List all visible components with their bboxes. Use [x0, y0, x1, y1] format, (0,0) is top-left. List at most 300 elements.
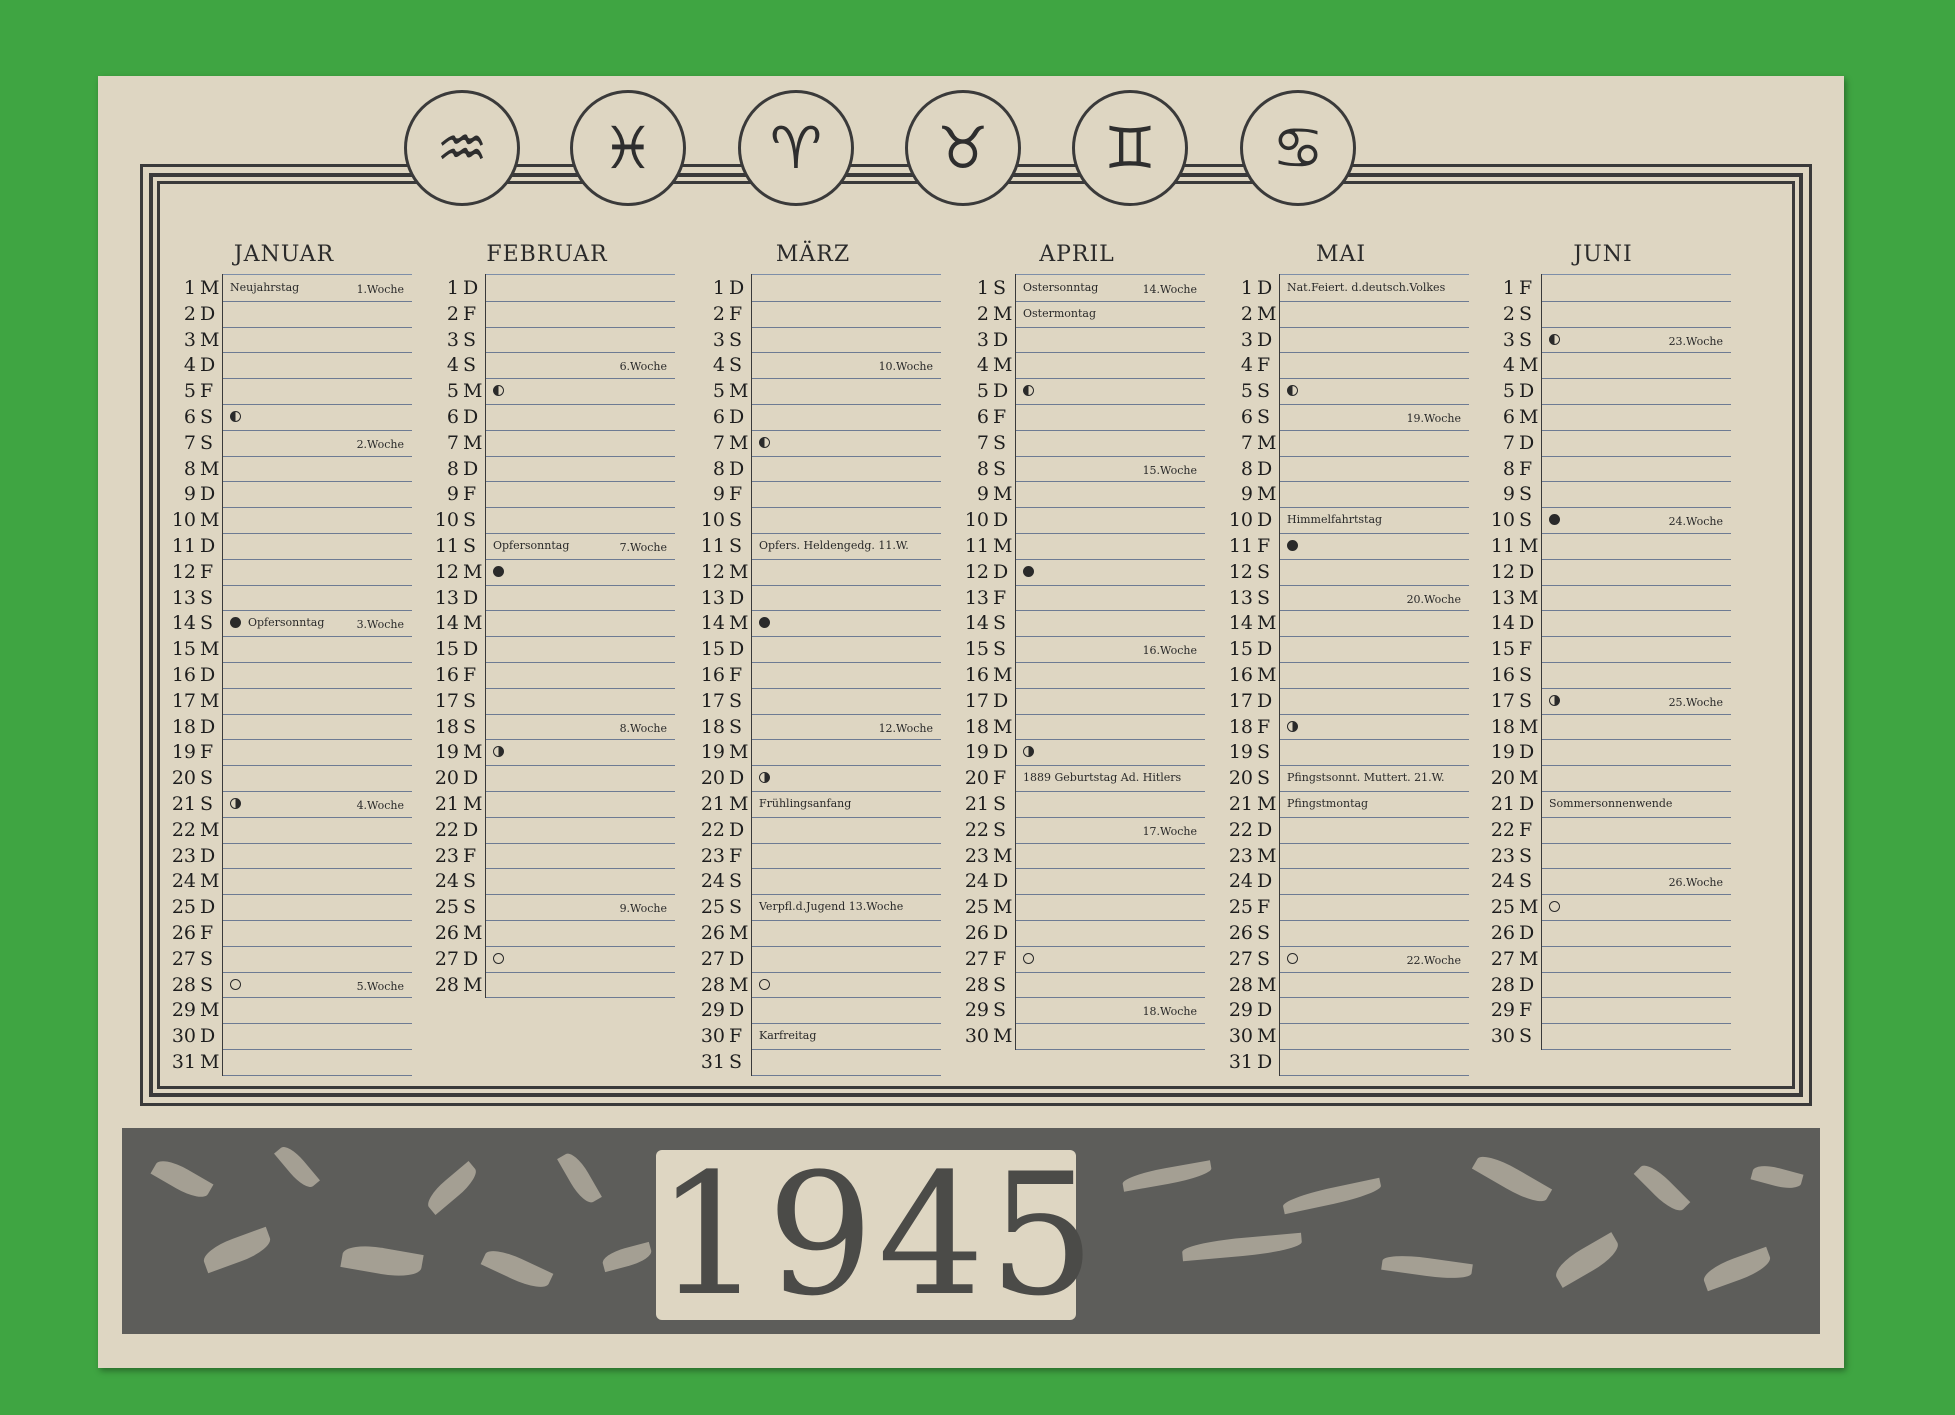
month-column [685, 276, 941, 1076]
weekday-letter: S [993, 818, 1007, 841]
day-row [1213, 663, 1469, 689]
day-number: 4 [976, 354, 989, 377]
weekday-letter: M [993, 715, 1013, 738]
moon-phase-last-icon [230, 411, 241, 422]
day-note-box [751, 276, 941, 302]
day-row [156, 921, 412, 947]
day-row [685, 353, 941, 379]
day-row [949, 792, 1205, 818]
day-note: Verpfl.d.Jugend 13.Woche [759, 900, 904, 914]
day-note-box [751, 715, 941, 741]
moon-phase-first-icon [1023, 746, 1034, 757]
day-note-box [1279, 534, 1469, 560]
day-note-box [1279, 844, 1469, 870]
day-note-box [485, 586, 675, 612]
day-row [1213, 586, 1469, 612]
day-row [1213, 998, 1469, 1024]
week-number: 24.Woche [1668, 515, 1723, 529]
day-note-box [1279, 715, 1469, 741]
day-row [156, 869, 412, 895]
day-number: 23 [171, 844, 196, 867]
day-number: 14 [964, 612, 989, 635]
day-number: 23 [1490, 844, 1515, 867]
month-column [949, 276, 1205, 1076]
week-number: 5.Woche [356, 979, 404, 993]
weekday-letter: S [729, 328, 743, 351]
weekday-letter: D [1519, 793, 1535, 815]
day-number: 6 [712, 406, 725, 428]
day-row [419, 792, 675, 818]
moon-phase-new-icon [1287, 540, 1298, 551]
day-number: 24 [434, 870, 459, 893]
day-row [1213, 844, 1469, 870]
weekday-letter: M [1519, 896, 1539, 919]
day-row [1213, 637, 1469, 663]
weekday-letter: D [729, 947, 745, 970]
day-number: 7 [1240, 431, 1253, 454]
weekday-letter: D [1257, 457, 1273, 480]
weekday-letter: M [993, 844, 1013, 867]
day-number: 27 [1490, 947, 1515, 970]
weekday-letter: M [463, 380, 483, 403]
moon-phase-first-icon [1287, 721, 1298, 732]
day-note-box [751, 818, 941, 844]
day-row [949, 457, 1205, 483]
day-note-box [1541, 663, 1731, 689]
day-number: 6 [1240, 406, 1253, 428]
weekday-letter: F [729, 483, 743, 506]
floral-ornament [274, 1142, 320, 1192]
day-row [1475, 947, 1731, 973]
day-row [1213, 405, 1469, 431]
week-number: 16.Woche [1142, 644, 1197, 658]
weekday-letter: M [729, 922, 749, 944]
day-note-box [485, 302, 675, 328]
day-row [156, 740, 412, 766]
weekday-letter: D [1519, 560, 1535, 583]
day-note-box [751, 766, 941, 792]
day-note-box [1279, 740, 1469, 766]
weekday-letter: S [993, 999, 1007, 1022]
day-row [156, 766, 412, 792]
day-number: 8 [712, 457, 725, 480]
year-title: 1945 [656, 1137, 1100, 1333]
day-number: 30 [1228, 1025, 1253, 1048]
day-row [949, 482, 1205, 508]
day-number: 6 [446, 406, 459, 428]
day-number: 20 [1228, 767, 1253, 790]
weekday-letter: D [729, 818, 745, 841]
day-note-box [1279, 766, 1469, 792]
day-number: 7 [712, 431, 725, 454]
floral-ornament [200, 1227, 274, 1273]
weekday-letter: M [1519, 354, 1539, 377]
weekday-letter: S [1519, 302, 1533, 325]
day-note-box [751, 353, 941, 379]
day-note-box [222, 973, 412, 999]
day-note-box [222, 379, 412, 405]
day-note-box [751, 637, 941, 663]
day-note-box [1015, 379, 1205, 405]
moon-phase-first-icon [230, 798, 241, 809]
day-row [419, 302, 675, 328]
week-number: 25.Woche [1668, 695, 1723, 709]
week-number: 9.Woche [619, 902, 667, 916]
day-number: 18 [171, 715, 196, 738]
day-number: 24 [171, 870, 196, 893]
moon-phase-new-icon [1023, 566, 1034, 577]
weekday-letter: D [200, 354, 216, 377]
day-note-box [1279, 895, 1469, 921]
day-note-box [1279, 508, 1469, 534]
weekday-letter: D [463, 947, 479, 970]
floral-ornament [601, 1242, 654, 1272]
weekday-letter: D [993, 922, 1009, 944]
column-divider [1279, 274, 1280, 1076]
day-number: 25 [964, 896, 989, 919]
weekday-letter: S [729, 896, 743, 919]
day-row [156, 998, 412, 1024]
day-note-box [1541, 405, 1731, 431]
day-note-box [1015, 921, 1205, 947]
day-note-box [1279, 818, 1469, 844]
day-number: 26 [1228, 922, 1253, 944]
day-note-box [1541, 508, 1731, 534]
day-row [419, 818, 675, 844]
day-number: 14 [1490, 612, 1515, 635]
week-number: 8.Woche [619, 721, 667, 735]
day-note-box [1279, 689, 1469, 715]
day-note: Opfers. Heldengedg. 11.W. [759, 539, 909, 552]
moon-phase-new-icon [759, 617, 770, 628]
day-row [419, 869, 675, 895]
day-note-box [485, 689, 675, 715]
day-row [419, 482, 675, 508]
aries-icon: ♈ [738, 90, 854, 206]
day-note-box [485, 973, 675, 999]
day-number: 10 [1490, 509, 1515, 532]
day-note-box [1541, 792, 1731, 818]
day-note-box [751, 895, 941, 921]
day-note-box [1541, 998, 1731, 1024]
day-row [1475, 740, 1731, 766]
day-number: 22 [434, 818, 459, 841]
weekday-letter: M [1519, 767, 1539, 790]
day-number: 2 [183, 302, 196, 325]
weekday-letter: S [993, 973, 1007, 996]
day-number: 26 [964, 922, 989, 944]
weekday-letter: S [993, 793, 1007, 815]
day-note-box [1541, 715, 1731, 741]
weekday-letter: M [1519, 947, 1539, 970]
day-row [419, 328, 675, 354]
day-number: 17 [1490, 689, 1515, 712]
day-row [685, 302, 941, 328]
day-row [1213, 947, 1469, 973]
day-row [419, 457, 675, 483]
day-row [949, 740, 1205, 766]
weekday-letter: D [1519, 922, 1535, 944]
day-note-box [485, 818, 675, 844]
moon-phase-last-icon [493, 385, 504, 396]
day-number: 19 [1490, 741, 1515, 764]
day-number: 28 [434, 973, 459, 996]
weekday-letter: S [729, 715, 743, 738]
day-note: Pfingstsonnt. Muttert. 21.W. [1287, 771, 1445, 785]
day-row [1213, 611, 1469, 637]
day-row [419, 586, 675, 612]
day-number: 29 [1228, 999, 1253, 1022]
day-number: 11 [434, 535, 459, 557]
weekday-letter: F [729, 844, 743, 867]
day-row [1475, 998, 1731, 1024]
day-note-box [751, 508, 941, 534]
weekday-letter: M [1257, 302, 1277, 325]
day-note-box [1541, 560, 1731, 586]
weekday-letter: M [993, 535, 1013, 557]
day-note-box [222, 637, 412, 663]
day-note-box [222, 766, 412, 792]
floral-ornament [1281, 1178, 1382, 1214]
day-number: 27 [434, 947, 459, 970]
day-number: 25 [1490, 896, 1515, 919]
day-note-box [485, 921, 675, 947]
day-row [419, 766, 675, 792]
day-row [156, 353, 412, 379]
day-row [1213, 379, 1469, 405]
weekday-letter: S [1519, 689, 1533, 712]
day-note-box [1541, 431, 1731, 457]
column-divider [485, 274, 486, 998]
weekday-letter: S [463, 870, 477, 893]
moon-phase-first-icon [1549, 695, 1560, 706]
day-row [1213, 276, 1469, 302]
weekday-letter: M [1257, 612, 1277, 635]
day-row [1213, 973, 1469, 999]
day-note-box [485, 766, 675, 792]
day-note-box [1015, 405, 1205, 431]
day-row [156, 844, 412, 870]
day-note-box [1015, 276, 1205, 302]
day-row [1475, 689, 1731, 715]
day-note-box [1279, 353, 1469, 379]
day-row [1213, 715, 1469, 741]
day-row [419, 973, 675, 999]
weekday-letter: M [729, 793, 749, 815]
day-row [685, 276, 941, 302]
weekday-letter: F [1257, 715, 1271, 738]
weekday-letter: F [463, 664, 477, 686]
weekday-letter: M [200, 818, 220, 841]
day-row [1475, 276, 1731, 302]
day-note-box [1279, 328, 1469, 354]
weekday-letter: D [993, 741, 1009, 764]
day-number: 5 [976, 380, 989, 403]
day-note-box [1541, 740, 1731, 766]
weekday-letter: S [729, 354, 743, 377]
day-note: Opfersonntag [493, 539, 570, 552]
weekday-letter: D [200, 715, 216, 738]
weekday-letter: M [993, 896, 1013, 919]
day-number: 3 [1502, 328, 1515, 351]
cancer-icon: ♋ [1240, 90, 1356, 206]
weekday-letter: M [463, 431, 483, 454]
weekday-letter: D [993, 689, 1009, 712]
weekday-letter: F [993, 586, 1007, 609]
day-note-box [751, 611, 941, 637]
day-note-box [1279, 792, 1469, 818]
day-row [949, 534, 1205, 560]
weekday-letter: S [993, 457, 1007, 480]
month-title-juni: JUNI [1573, 242, 1633, 267]
day-note-box [222, 689, 412, 715]
day-number: 22 [171, 818, 196, 841]
weekday-letter: D [1257, 328, 1273, 351]
day-note-box [1541, 844, 1731, 870]
weekday-letter: S [463, 328, 477, 351]
day-note-box [751, 1024, 941, 1050]
week-number: 7.Woche [619, 541, 667, 554]
weekday-letter: F [729, 1025, 743, 1048]
day-number: 17 [1228, 689, 1253, 712]
weekday-letter: D [1257, 818, 1273, 841]
week-number: 6.Woche [619, 360, 667, 374]
weekday-letter: D [463, 586, 479, 609]
day-number: 10 [964, 509, 989, 532]
day-row [949, 947, 1205, 973]
weekday-letter: M [1519, 406, 1539, 428]
day-row [685, 921, 941, 947]
floral-ornament [340, 1241, 423, 1280]
day-row [419, 534, 675, 560]
day-row [156, 534, 412, 560]
day-note-box [1279, 973, 1469, 999]
day-note-box [751, 431, 941, 457]
month-column [156, 276, 412, 1076]
day-note-box [751, 379, 941, 405]
day-note-box [222, 663, 412, 689]
day-note-box [1015, 766, 1205, 792]
day-number: 9 [446, 483, 459, 506]
weekday-letter: M [1257, 793, 1277, 815]
day-number: 16 [434, 664, 459, 686]
day-row [949, 405, 1205, 431]
day-row [1475, 715, 1731, 741]
day-row [156, 457, 412, 483]
floral-ornament [557, 1149, 602, 1207]
day-row [1475, 818, 1731, 844]
weekday-letter: M [200, 328, 220, 351]
weekday-letter: F [200, 380, 214, 403]
floral-ornament [1381, 1252, 1473, 1282]
day-row [1475, 379, 1731, 405]
day-note-box [222, 740, 412, 766]
moon-phase-last-icon [1287, 385, 1298, 396]
weekday-letter: F [200, 741, 214, 764]
weekday-letter: F [729, 302, 743, 325]
day-row [1475, 973, 1731, 999]
day-number: 9 [712, 483, 725, 506]
day-row [685, 947, 941, 973]
day-note-box [485, 869, 675, 895]
week-number: 2.Woche [356, 437, 404, 451]
weekday-letter: D [1257, 999, 1273, 1022]
day-row [685, 818, 941, 844]
day-note-box [1015, 560, 1205, 586]
weekday-letter: D [1519, 431, 1535, 454]
day-note-box [1015, 792, 1205, 818]
day-row [156, 663, 412, 689]
day-number: 26 [171, 922, 196, 944]
month-title-mai: MAI [1315, 242, 1367, 267]
weekday-letter: S [1257, 560, 1271, 583]
weekday-letter: D [993, 509, 1009, 532]
column-divider [222, 274, 223, 1076]
day-row [949, 353, 1205, 379]
day-row [419, 689, 675, 715]
day-note-box [1541, 895, 1731, 921]
day-row [156, 586, 412, 612]
weekday-letter: S [1519, 844, 1533, 867]
day-row [685, 740, 941, 766]
day-note-box [1015, 844, 1205, 870]
day-row [949, 869, 1205, 895]
day-number: 15 [1228, 638, 1253, 661]
day-number: 10 [171, 509, 196, 532]
day-row [949, 431, 1205, 457]
day-row [419, 740, 675, 766]
weekday-letter: S [1257, 406, 1271, 428]
day-note-box [751, 302, 941, 328]
day-note-box [1015, 508, 1205, 534]
day-row [949, 663, 1205, 689]
day-row [156, 276, 412, 302]
weekday-letter: M [200, 689, 220, 712]
weekday-letter: S [463, 689, 477, 712]
day-number: 11 [1490, 535, 1515, 557]
day-row [156, 328, 412, 354]
day-number: 30 [700, 1025, 725, 1048]
day-note-box [1541, 302, 1731, 328]
calendar-card [98, 76, 1844, 1368]
weekday-letter: F [1519, 277, 1533, 299]
weekday-letter: M [729, 612, 749, 635]
day-number: 12 [700, 560, 725, 583]
weekday-letter: D [463, 277, 479, 299]
weekday-letter: S [993, 431, 1007, 454]
day-number: 2 [976, 302, 989, 325]
day-number: 1 [1502, 277, 1515, 299]
day-row [685, 973, 941, 999]
day-row [1475, 844, 1731, 870]
day-row [685, 792, 941, 818]
day-row [156, 431, 412, 457]
weekday-letter: D [993, 870, 1009, 893]
day-number: 31 [700, 1051, 725, 1073]
day-number: 28 [1228, 973, 1253, 996]
day-note-box [1015, 482, 1205, 508]
day-note-box [222, 508, 412, 534]
day-row [949, 689, 1205, 715]
weekday-letter: S [729, 689, 743, 712]
day-row [156, 792, 412, 818]
day-number: 17 [171, 689, 196, 712]
day-row [1213, 508, 1469, 534]
weekday-letter: D [1519, 741, 1535, 764]
day-note-box [751, 689, 941, 715]
month-title-märz: MÄRZ [775, 242, 851, 267]
day-number: 6 [183, 406, 196, 428]
